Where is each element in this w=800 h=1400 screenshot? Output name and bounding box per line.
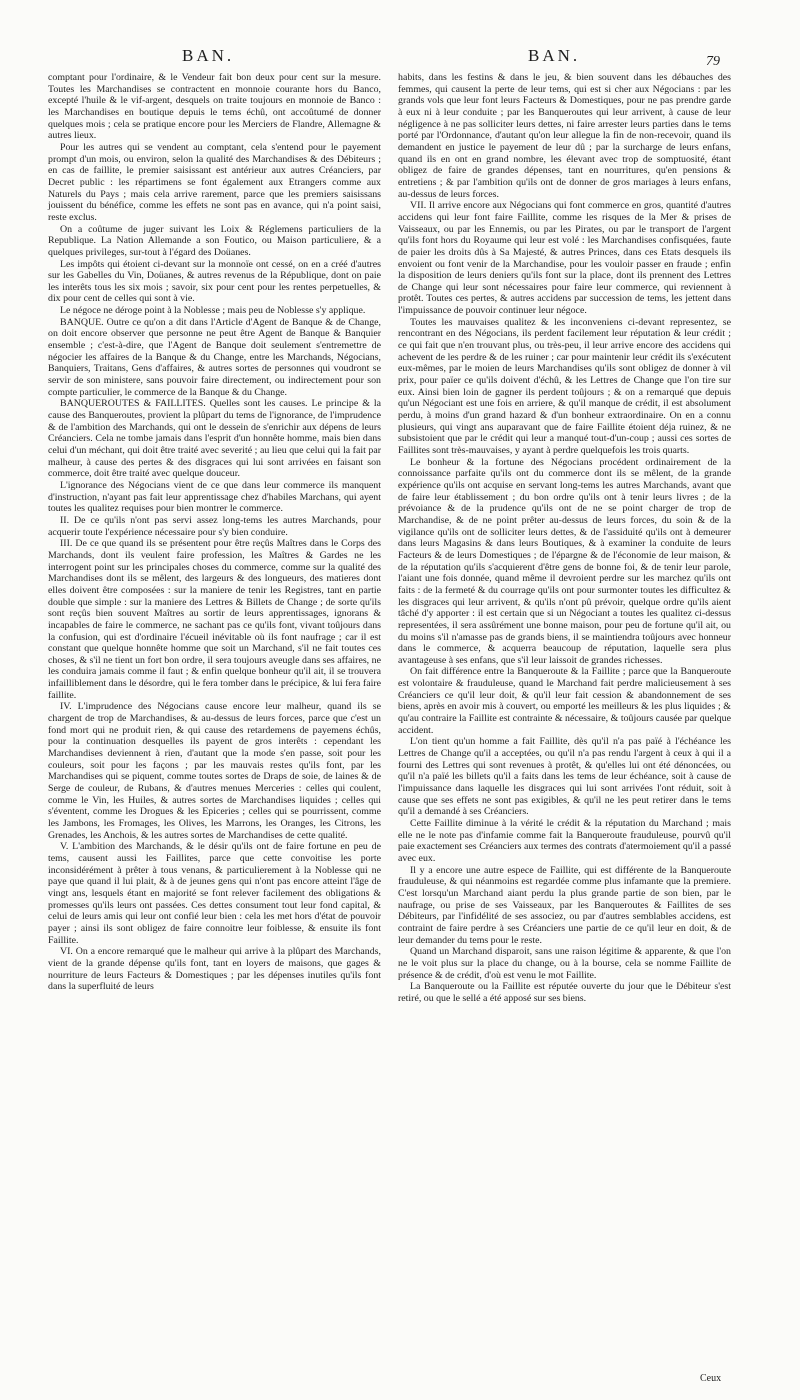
paragraph: Quand un Marchand disparoit, sans une raison légitime & apparente, & que l'on ne le voit plus sur la place du change, ou à la bourse, cela se nomme Faillite de présence & de crédit, d'où est venu le mot Faillite. [398,946,731,981]
paragraph: Le négoce ne déroge point à la Noblesse ; mais peu de Noblesse s'y applique. [60,305,366,317]
paragraph: Il y a encore une autre espece de Faillite, qui est différente de la Banqueroute frauduleuse, & qui néanmoins est regardée comme plus infamante que la premiere. C'est lorsqu'un Marchand aiant perdu la plus grande partie de son bien, par le naufrage, ou prise de ses Vaisseaux, par les Banqueroutes & Faillites de ses Débiteurs, par l'infidélité de ses associez, ou par d'autres semblables accidens, est contraint de faire perdre à ses Créanciers une partie de ce qu'il leur en doit, & de leur demander du tems pour le reste. [398,864,731,946]
paragraph: Les impôts qui étoient ci-devant sur la monnoïe ont cessé, on en a créé d'autres sur les Gabelles du Vin, Doüanes, & autres revenus de la République, dont on paie les interêts tous les six mois ; savoir, six pour cent pour les rentes perpetuelles, & dix pour cent de celles qui sont à vie. [48,258,381,305]
paragraph: V. L'ambition des Marchands, & le désir qu'ils ont de faire fortune en peu de tems, causent aussi les Faillites, parce que cette convoitise les porte inconsidérément à prêter à tous venans, & particulierement à la Noblesse qui ne paye que quand il lui plait, & à de jeunes gens qui n'ont pas encore atteint l'âge de vingt ans, lesquels étant en majorité se font relever facilement des obligations & promesses qu'ils leurs ont passées. Ces dettes consument tout leur fond capital, & celui de leurs amis qui leur ont confié leur bien : cela les met hors d'état de pouvoir payer ; ainsi ils sont obligez de faire connoitre leur foiblesse, & ensuite ils font Faillite. [48,841,381,946]
paragraph: III. De ce que quand ils se présentent pour être reçûs Maîtres dans le Corps des Marchands, dont ils veulent faire profession, les Maîtres & Gardes ne les interrogent point sur les principales choses du commerce, comme sur la qualité des Marchandises dont ils se mêlent, des largeurs & des longueurs, des matieres dont elles doivent être composées : sur la maniere de tenir les Registres, tant en partie double que simple : sur la maniere des Lettres & Billets de Change ; de sorte qu'ils sont reçûs bien souvent Maîtres au sortir de leurs apprentissages, ignorans & incapables de faire le commerce, ne sachant pas ce qu'ils font, vivant toûjours dans la confusion, qui est d'ordinaire l'écueil inévitable où ils font naufrage ; car il est constant que quelque honnête homme que soit un Marchand, s'il ne fait toutes ces choses, & s'il ne tient un fort bon ordre, il sera toujours aveugle dans ses affaires, ne les conduira jamais comme il faut ; & enfin quelque bonheur qu'il ait, il se trouvera infailliblement dans le désordre, qui le fera tomber dans le précipice, & lui fera faire faillite. [48,538,381,701]
page-number: 79 [706,54,720,69]
paragraph: La Banqueroute ou la Faillite est réputée ouverte du jour que le Débiteur s'est retiré, ou que le sellé a été apposé sur ses biens. [398,981,731,1004]
entry-banqueroutes: BANQUEROUTES & FAILLITES. Quelles sont les causes. Le principe & la cause des Banqueroutes, provient la plûpart du tems de l'ignorance, de l'imprudence & de l'ambition des Marchands, qui ont le dessein de s'enrichir aux dépens de leurs Créanciers. Cela ne tombe jamais dans l'esprit d'un honnête homme, mais bien dans celui d'un méchant, qui doit être traité avec severité ; au lieu que celui qui la fait par malheur, à cause des pertes & des disgraces qui lui sont arrivées en faisant son commerce, doit être traité avec quelque douceur. [48,398,381,480]
paragraph: comptant pour l'ordinaire, & le Vendeur fait bon deux pour cent sur la mesure. Toutes les Marchandises se contractent en monnoie courante hors du Banco, excepté l'huile & le vif-argent, desquels on traite toujours en monnoie de Banco : les Marchandises en boutique depuis le tems échû, ont accoûtumé de donner quelques mois ; cela se pratique encore pour les Merciers de Flandre, Allemagne & autres lieux. [48,72,381,142]
paragraph: Cette Faillite diminue à la vérité le crédit & la réputation du Marchand ; mais elle ne le note pas d'infamie comme fait la Banqueroute frauduleuse, pourvû qu'il paie exactement ses Créanciers aux termes des contrats d'atermoiement qu'il a passé avec eux. [398,818,731,864]
entry-banque: BANQUE. Outre ce qu'on a dit dans l'Article d'Agent de Banque & de Change, on doit encore observer que personne ne peut être Agent de Banque & Banquier ensemble ; c'est-à-dire, que l'Agent de Banque doit seulement s'entremettre de négocier les affaires de la Banque & du Change, entre les Marchands, Négocians, Banquiers, Traitans, Gens d'affaires, & autres sortes de personnes qui voudront se servir de son ministere, sans pouvoir faire directement, ou indirectement pour son compte particulier, le commerce de la Banque & du Change. [48,316,381,398]
paragraph: Pour les autres qui se vendent au comptant, cela s'entend pour le payement prompt d'un mois, ou environ, selon la qualité des Marchandises & des Débiteurs ; en cas de faillite, le premier saisissant est antérieur aux autres Créanciers, par Decret public : les répartimens se font également aux Etrangers comme aux Naturels du Pays ; mais cela arrive rarement, parce que les premiers saisissans jouissent du bénéfice, comme les effets ne sont pas en avance, qui n'a point saisi, reste exclus. [48,141,381,223]
running-head-right: BAN. [528,46,581,65]
catchword: Ceux [700,1373,722,1384]
paragraph: VI. On a encore remarqué que le malheur qui arrive à la plûpart des Marchands, vient de la grande dépense qu'ils font, tant en loyers de maisons, que gages & nourriture de leurs Facteurs & Domestiques ; par les dépenses inutiles qu'ils font dans la superfluité de leurs [48,946,381,993]
paragraph: L'on tient qu'un homme a fait Faillite, dès qu'il n'a pas païé à l'échéance les Lettres de Change qu'il a acceptées, ou qu'il n'a pas rendu l'argent à ceux à qui il a fourni des Lettres qui sont revenues à protêt, & qu'elles lui ont été dénoncées, ou qu'il n'a païé les billets qu'il a faits dans les tems de leur échéance, soit à cause de l'impuissance dans laquelle les disgraces qui lui sont arrivées l'ont réduit, soit à cause que ses effets ne sont pas exigibles, & qu'il ne les peut retirer dans le tems qu'il a demandé à ses Créanciers. [398,736,731,818]
left-text-column [48,72,381,993]
paragraph: On a coûtume de juger suivant les Loix & Réglemens particuliers de la Republique. La Nation Allemande a son Foutico, ou Maison particuliere, & a quelques privileges, sur-tout à l'égard des Doüanes. [48,223,381,258]
paragraph: IV. L'imprudence des Négocians cause encore leur malheur, quand ils se chargent de trop de Marchandises, & au-dessus de leurs forces, parce que c'est un fond mort qui ne produit rien, & qui cause des retardemens de payemens échûs, pour la continuation desquelles ils payent de gros interêts : cependant les Marchandises deviennent à rien, d'autant que la mode s'en passe, soit pour les couleurs, soit pour les façons ; par les mauvais restes qu'ils font, par les Marchandises qui se piquent, comme toutes sortes de Draps de soie, de laines & de Serge de couleur, de Rubans, & d'autres menues Merceries : celles qui coulent, comme le Vin, les Huiles, & autres sortes de Marchandises liquides ; celles qui s'éventent, comme les Drogues & les Epiceries ; celles qui se pourrissent, comme les Jambons, les Fromages, les Olives, les Marrons, les Oranges, les Citrons, les Grenades, les Anchois, & les autres sortes de Marchandises de cette qualité. [48,701,381,841]
paragraph: Toutes les mauvaises qualitez & les inconveniens ci-devant representez, se rencontrant en des Négocians, ils perdent facilement leur réputation & leur crédit ; ce qui fait que n'en trouvant plus, ou très-peu, il leur arrive encore des accidens qui achevent de les perdre & de les ruiner ; car pour maintenir leur crédit ils s'exécutent eux-mêmes, par le moien de leurs Marchandises qu'ils sont obligez de donner à vil prix, pour païer ce qu'ils doivent d'échû, & les Lettres de Change que l'on tire sur eux. Ainsi bien loin de gagner ils perdent toûjours ; & on a remarqué que depuis qu'un Négociant est une fois en arriere, & qu'il manque de crédit, il est absolument perdu, à moins d'un grand hazard & d'un bonheur extraordinaire. On en a connu plusieurs, qui vingt ans auparavant que de faire Faillite étoient déja ruinez, & ne subsistoient que par le crédit qui leur a manqué tout-d'un-coup ; aussi ces sortes de Faillites sont très-mauvaises, y ayant à perdre quelquefois les trois quarts. [398,316,731,456]
paragraph: L'ignorance des Négocians vient de ce que dans leur commerce ils manquent d'instruction, n'ayant pas fait leur apprentissage chez d'habiles Marchans, qui ayent toutes les qualitez requises pour bien montrer le commerce. [48,479,381,515]
right-text-column [398,72,731,1005]
paragraph: On fait différence entre la Banqueroute & la Faillite ; parce que la Banqueroute est volontaire & frauduleuse, quand le Marchand fait perdre malicieusement à ses Créanciers ce qu'il leur doit, & qu'il leur fait cession & abandonnement de ses biens, après en avoir mis à couvert, ou emporté les meilleurs & les plus liquides ; & qu'au contraire la Faillite est contrainte & nécessaire, & toûjours causée par quelque accident. [398,666,731,736]
paragraph: VII. Il arrive encore aux Négocians qui font commerce en gros, quantité d'autres accidens qui leur font faire Faillite, comme les risques de la Mer & prises de Vaisseaux, ou par les Ennemis, ou par les Pirates, ou par le transport de l'argent qu'ils font hors du Royaume qui leur est volé : les Marchandises confisquées, faute de paier les droits dûs à Sa Majesté, & autres Princes, dans ces Etats desquels ils envoient ou font venir de la Marchandise, pour les vouloir passer en fraude ; enfin la disposition de leurs deniers qu'ils font sur la place, dont ils prennent des Lettres de Change qui leur sont nécessaires pour faire leur commerce, qui reviennent à protêt. Toutes ces pertes, & autres accidens par succession de tems, les jettent dans l'impuissance de pouvoir continuer leur négoce. [398,200,731,317]
paragraph: Le bonheur & la fortune des Négocians procédent ordinairement de la connoissance parfaite qu'ils ont du commerce dont ils se mêlent, de la grande expérience qu'ils ont acquise en servant long-tems les autres Marchands, avant que de faire leur établissement ; du bon ordre qu'ils ont à tenir leurs livres ; de la prévoiance & de la prudence qu'ils ont de ne se point charger de trop de Marchandise, & de ne point prêter au-dessus de leurs forces, du soin & de la vigilance qu'ils ont de solliciter leurs dettes, & de l'assiduité qu'ils ont à demeurer dans leurs Magasins & dans leurs Boutiques, & à examiner la conduite de leurs Facteurs & de leurs Domestiques ; de l'épargne & de l'économie de leur maison, & de la réputation qu'ils s'acquierent d'être gens de bonne foi, & de tenir leur parole, l'aiant une fois donnée, quand même il devroient perdre sur les marchez qu'ils ont faits : de la fermeté & du courrage qu'ils ont pour surmonter toutes les difficultez & les disgraces qui leur arrivent, & qu'ils n'ont pû prévoir, quelque ordre qu'ils aient tâché d'y apporter : il est certain que si un Négociant a toutes les qualitez ci-dessus representées, il sera assûrément une bonne maison, pour peu de fortune qu'il ait, ou du moins s'il n'amasse pas de grands biens, il se maintiendra toûjours avec honneur dans le commerce, & acquerra beaucoup de réputation, laquelle sera plus avantageuse à ses enfans, que s'il leur laissoit de grandes richesses. [398,456,731,666]
paragraph: habits, dans les festins & dans le jeu, & bien souvent dans les débauches des femmes, qui causent la perte de leur tems, qui est si cher aux Négocians : par les grands vols que leur font leurs Facteurs & Domestiques, pour ne pas prendre garde à eux ni à leur conduite ; par les Banqueroutes qui leur arrivent, à cause de leur négligence à ne pas solliciter leurs dettes, ni faire arrester leurs parties dans le tems porté par l'Ordonnance, d'autant qu'on leur allegue la fin de non-recevoir, quand ils demandent en justice le payement de leur dû ; par la surcharge de leurs enfans, quand ils en ont en grand nombre, les élevant avec trop de somptuosité, étant obligez de faire de grandes dépenses, tant en nourritures, qu'en pensions & entretiens ; & par l'ambition qu'ils ont de donner de gros mariages à leurs enfans, au-dessus de leurs forces. [398,72,731,200]
paragraph: II. De ce qu'ils n'ont pas servi assez long-tems les autres Marchands, pour acquerir toute l'expérience nécessaire pour s'y bien conduire. [48,514,381,538]
running-head-left: BAN. [182,46,235,65]
